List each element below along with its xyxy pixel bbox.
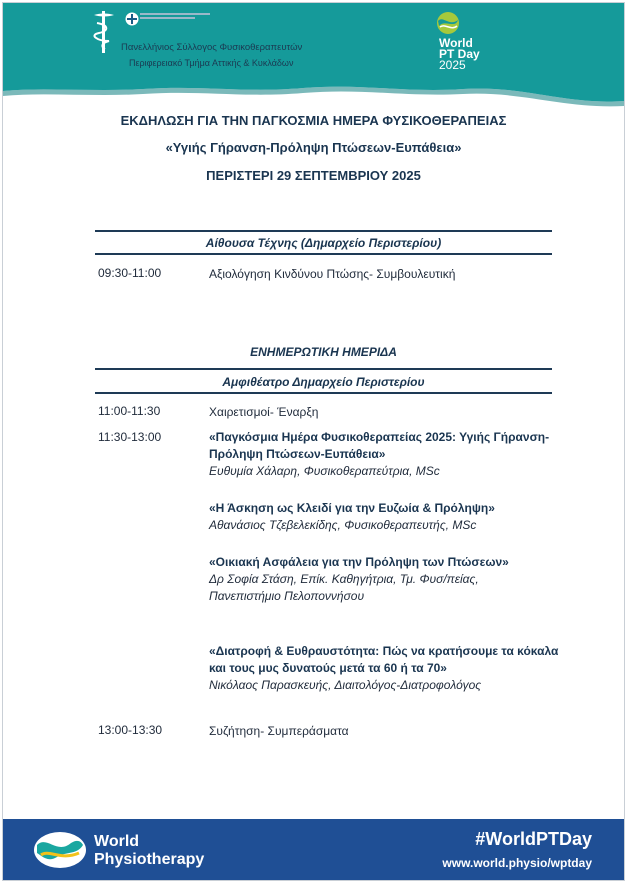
association-name: Πανελλήνιος Σύλλογος Φυσικοθεραπευτών	[121, 42, 303, 53]
schedule-time: 11:00-11:30	[98, 404, 161, 418]
schedule-activity: Συζήτηση- Συμπεράσματα	[209, 724, 349, 738]
emblem-caption	[140, 13, 210, 19]
section-heading: ΕΝΗΜΕΡΩΤΙΚΗ ΗΜΕΡΙΔΑ	[250, 345, 397, 359]
talk-title: «Παγκόσμια Ημέρα Φυσικοθεραπείας 2025: Υγιής Γήρανση-Πρόληψη Πτώσεων-Ευπάθεια»	[209, 430, 550, 461]
greek-emblem-icon	[125, 12, 139, 31]
world-physiotherapy-wordmark	[94, 833, 204, 869]
talk-speaker: Νικόλαος Παρασκευής, Διαιτολόγος-Διατροφολόγος	[209, 678, 482, 692]
talk-title: «Η Άσκηση ως Κλειδί για την Ευζωία & Πρόληψη»	[209, 501, 495, 515]
ptday-line-3: 2025	[439, 58, 466, 72]
venue-amphitheatre: Αμφιθέατρο Δημαρχείο Περιστερίου	[222, 375, 425, 389]
world-pt-day-wordmark	[439, 38, 480, 71]
association-department: Περιφερειακό Τμήμα Αττικής & Κυκλάδων	[129, 58, 294, 68]
talk-title: «Οικιακή Ασφάλεια για την Πρόληψη των Πτώσεων»	[209, 555, 509, 569]
header-banner	[3, 3, 624, 113]
ptday-line-1: World	[439, 36, 473, 50]
wordmark-line-2: Physiotherapy	[94, 851, 205, 868]
divider	[95, 368, 552, 370]
talk-item	[209, 643, 561, 694]
schedule-activity: Αξιολόγηση Κινδύνου Πτώσης- Συμβουλευτική	[209, 267, 456, 281]
footer-banner	[3, 819, 624, 880]
venue-art-hall: Αίθουσα Τέχνης (Δημαρχείο Περιστερίου)	[205, 236, 442, 250]
talk-item	[209, 500, 564, 534]
schedule-time: 13:00-13:30	[98, 723, 163, 737]
divider	[95, 230, 552, 232]
schedule-time: 11:30-13:00	[98, 430, 162, 444]
event-place-date: ΠΕΡΙΣΤΕΡΙ 29 ΣΕΠΤΕΜΒΡΙΟΥ 2025	[206, 168, 421, 183]
talk-speaker: Ευθυμία Χάλαρη, Φυσικοθεραπεύτρια, MSc	[209, 464, 440, 478]
schedule-time: 09:30-11:00	[98, 266, 162, 280]
world-physiotherapy-logo-icon	[33, 831, 87, 874]
website-url[interactable]: www.world.physio/wptday	[442, 856, 592, 870]
talk-speaker: Αθανάσιος Τζεβελεκίδης, Φυσικοθεραπευτής, MSc	[209, 518, 477, 532]
event-flyer	[2, 2, 625, 881]
hashtag: #WorldPTDay	[475, 829, 592, 849]
talk-item	[209, 554, 539, 605]
event-theme: «Υγιής Γήρανση-Πρόληψη Πτώσεων-Ευπάθεια»	[165, 140, 462, 155]
event-title: ΕΚΔΗΛΩΣΗ ΓΙΑ ΤΗΝ ΠΑΓΚΟΣΜΙΑ ΗΜΕΡΑ ΦΥΣΙΚΟΘΕΡΑΠΕΙΑΣ	[120, 113, 507, 128]
caduceus-icon	[91, 9, 117, 60]
ptday-line-2: PT Day	[439, 47, 480, 61]
talk-title: «Διατροφή & Ευθραυστότητα: Πώς να κρατήσουμε τα κόκαλα και τους μυς δυνατούς μετά τα 60 ή τα 70»	[209, 644, 559, 675]
talk-speaker: Δρ Σοφία Στάση, Επίκ. Καθηγήτρια, Τμ. Φυσ/πείας, Πανεπιστήμιο Πελοποννήσου	[209, 572, 479, 603]
divider	[95, 253, 552, 255]
wordmark-line-1: World	[94, 833, 140, 850]
schedule-activity: Χαιρετισμοί- Έναρξη	[209, 405, 319, 419]
divider	[95, 392, 552, 394]
talk-item	[209, 429, 564, 480]
